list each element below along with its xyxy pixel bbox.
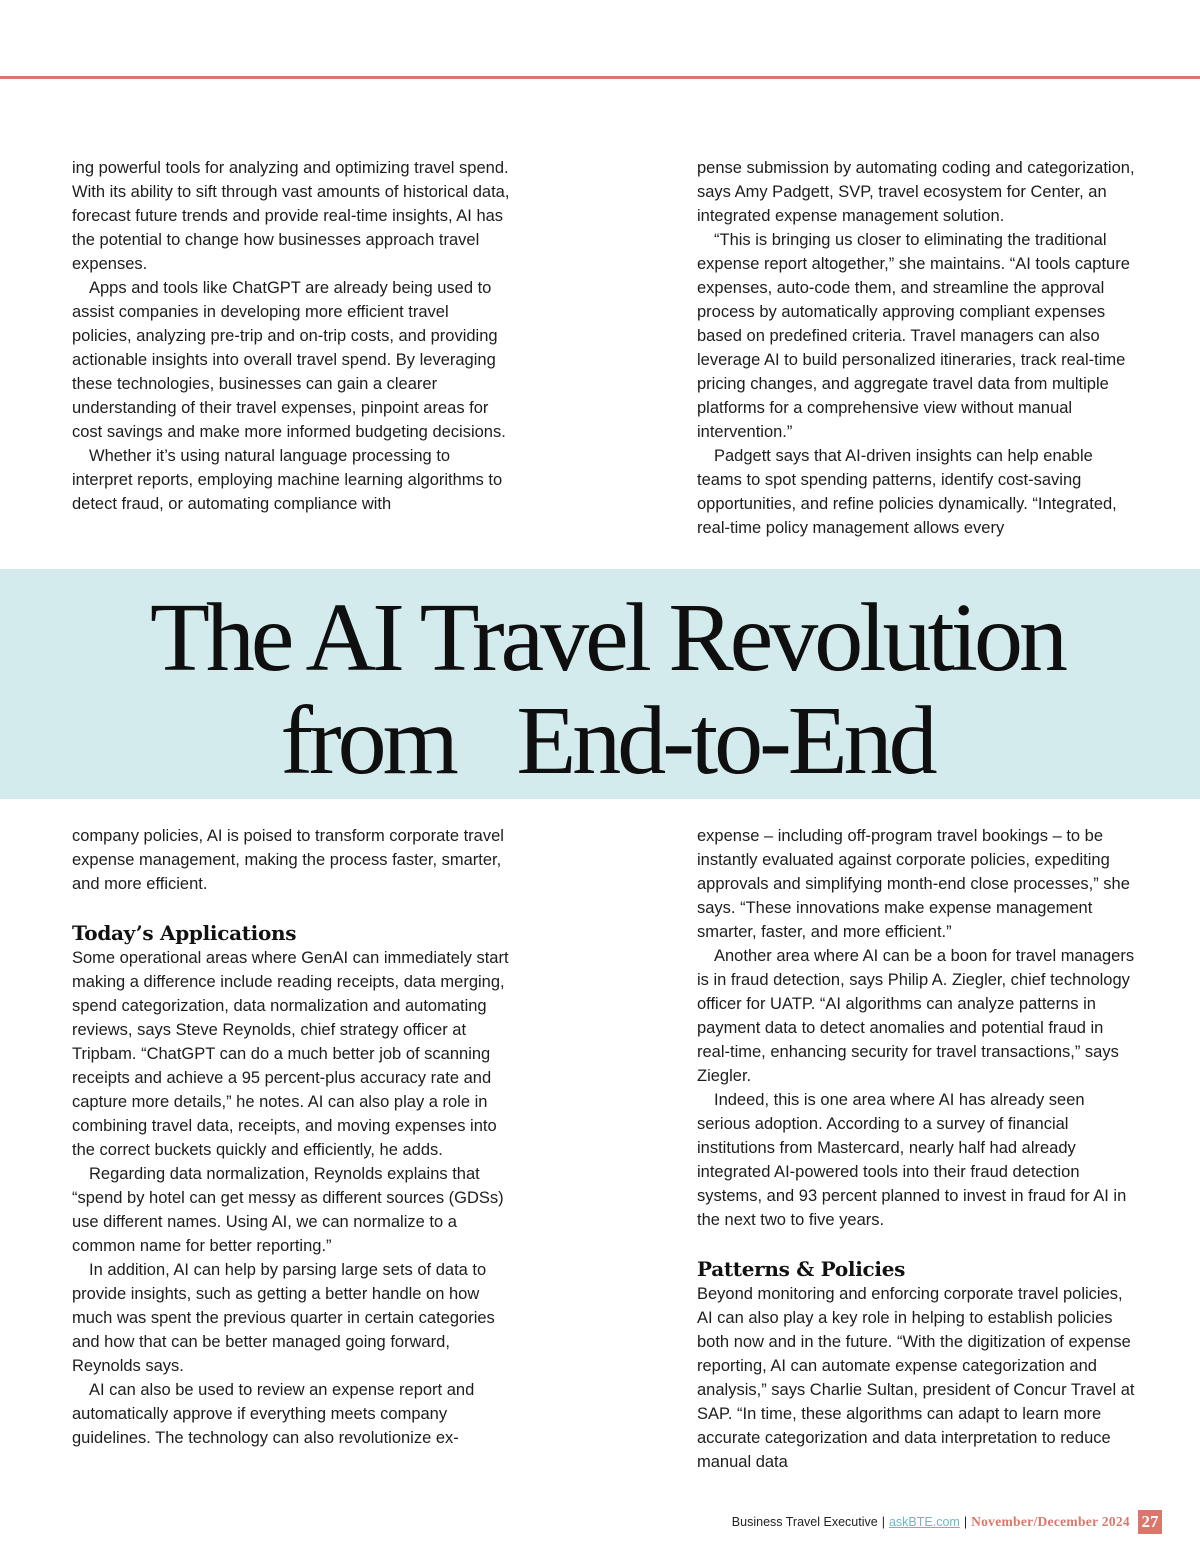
issue-date: November/December 2024 — [971, 1514, 1130, 1529]
paragraph: Some operational areas where GenAI can immediately start making a difference include reading receipts, data merging, spend categorization, data normalization and automating reviews, says Steve Reynolds, chief strategy officer at Tripbam. “ChatGPT can do a much better job of scanning receipts and achieve a 95 percent-plus accuracy rate and capture more details,” he notes. AI can also play a role in combining travel data, receipts, and moving expenses into the correct buckets quickly and efficiently, he adds. — [72, 949, 509, 1159]
website-link[interactable]: askBTE.com — [888, 1515, 960, 1529]
paragraph: In addition, AI can help by parsing large sets of data to provide insights, such as getting a better handle on how much was spent the previous quarter in certain categories and how that can be better managed going forward, Reynolds says. — [72, 1261, 495, 1375]
footer-separator: | — [963, 1515, 968, 1529]
paragraph: “This is bringing us closer to eliminating the traditional expense report altogether,” she maintains. “AI tools capture expenses, auto-code them, and streamline the approval process by automatically approving compliant expenses based on predefined criteria. Travel managers can also leverage AI to build personalized itineraries, track real-time pricing changes, and aggregate travel data from multiple platforms for a comprehensive view without manual intervention.” — [697, 231, 1130, 441]
paragraph: Beyond monitoring and enforcing corporate travel policies, AI can also play a key role in helping to establish policies both now and in the future. “With the digitization of expense reporting, AI can automate expense categorization and analysis,” says Charlie Sultan, president of Concur Travel at SAP. “In time, these algorithms can adapt to learn more accurate categorization and data interpretation to reduce manual data — [697, 1285, 1135, 1471]
page-footer — [0, 1510, 1162, 1534]
paragraph: Padgett says that AI-driven insights can help enable teams to spot spending patterns, identify cost-saving opportunities, and refine policies dynamically. “Integrated, real-time policy management allows every — [697, 447, 1117, 537]
page-number: 27 — [1138, 1510, 1162, 1534]
paragraph: ing powerful tools for analyzing and optimizing travel spend. With its ability to sift through vast amounts of historical data, forecast future trends and provide real-time insights, AI has the potential to change how businesses approach travel expenses. — [72, 159, 510, 273]
paragraph: expense – including off-program travel bookings – to be instantly evaluated against corporate policies, expediting approvals and simplifying month-end close processes,” she says. “These innovations make expense management smarter, faster, and more efficient.” — [697, 827, 1130, 941]
publication-name: Business Travel Executive — [731, 1515, 878, 1529]
footer-separator: | — [881, 1515, 885, 1529]
article-title-line-1: The AI Travel Revolution — [150, 584, 1064, 692]
paragraph: Regarding data normalization, Reynolds explains that “spend by hotel can get messy as different sources (GDSs) use different names. Using AI, we can normalize to a common name for better reporting.” — [72, 1165, 504, 1255]
article-title-line-2: from End-to-End — [280, 687, 934, 795]
bottom-left-column — [72, 824, 512, 1450]
paragraph: pense submission by automating coding and categorization, says Amy Padgett, SVP, travel ecosystem for Center, an integrated expense management solution. — [697, 159, 1135, 225]
paragraph: Whether it’s using natural language processing to interpret reports, employing machine learning algorithms to detect fraud, or automating compliance with — [72, 447, 503, 513]
paragraph: Another area where AI can be a boon for travel managers is in fraud detection, says Philip A. Ziegler, chief technology officer for UATP. “AI algorithms can analyze patterns in payment data to detect anomalies and potential fraud in real-time, enhancing security for travel transactions,” says Ziegler. — [697, 947, 1135, 1085]
paragraph: Apps and tools like ChatGPT are already being used to assist companies in developing more efficient travel policies, analyzing pre-trip and on-trip costs, and providing actionable insights into overall travel spend. By leveraging these technologies, businesses can gain a clearer understanding of their travel expenses, pinpoint areas for cost savings and make more informed budgeting decisions. — [72, 279, 506, 441]
paragraph: AI can also be used to review an expense report and automatically approve if everything meets company guidelines. The technology can also revolutionize ex- — [72, 1381, 475, 1447]
top-right-column — [697, 156, 1137, 540]
top-rule — [0, 76, 1200, 79]
section-heading: Patterns & Policies — [697, 1257, 906, 1281]
bottom-right-column — [697, 824, 1137, 1474]
paragraph: Indeed, this is one area where AI has already seen serious adoption. According to a survey of financial institutions from Mastercard, nearly half had already integrated AI-powered tools into their fraud detection systems, and 93 percent planned to invest in fraud for AI in the next two to five years. — [697, 1091, 1127, 1229]
title-banner — [0, 569, 1200, 799]
top-left-column — [72, 156, 512, 516]
section-heading: Today’s Applications — [72, 921, 297, 945]
paragraph: company policies, AI is poised to transform corporate travel expense management, making the process faster, smarter, and more efficient. — [72, 827, 504, 893]
